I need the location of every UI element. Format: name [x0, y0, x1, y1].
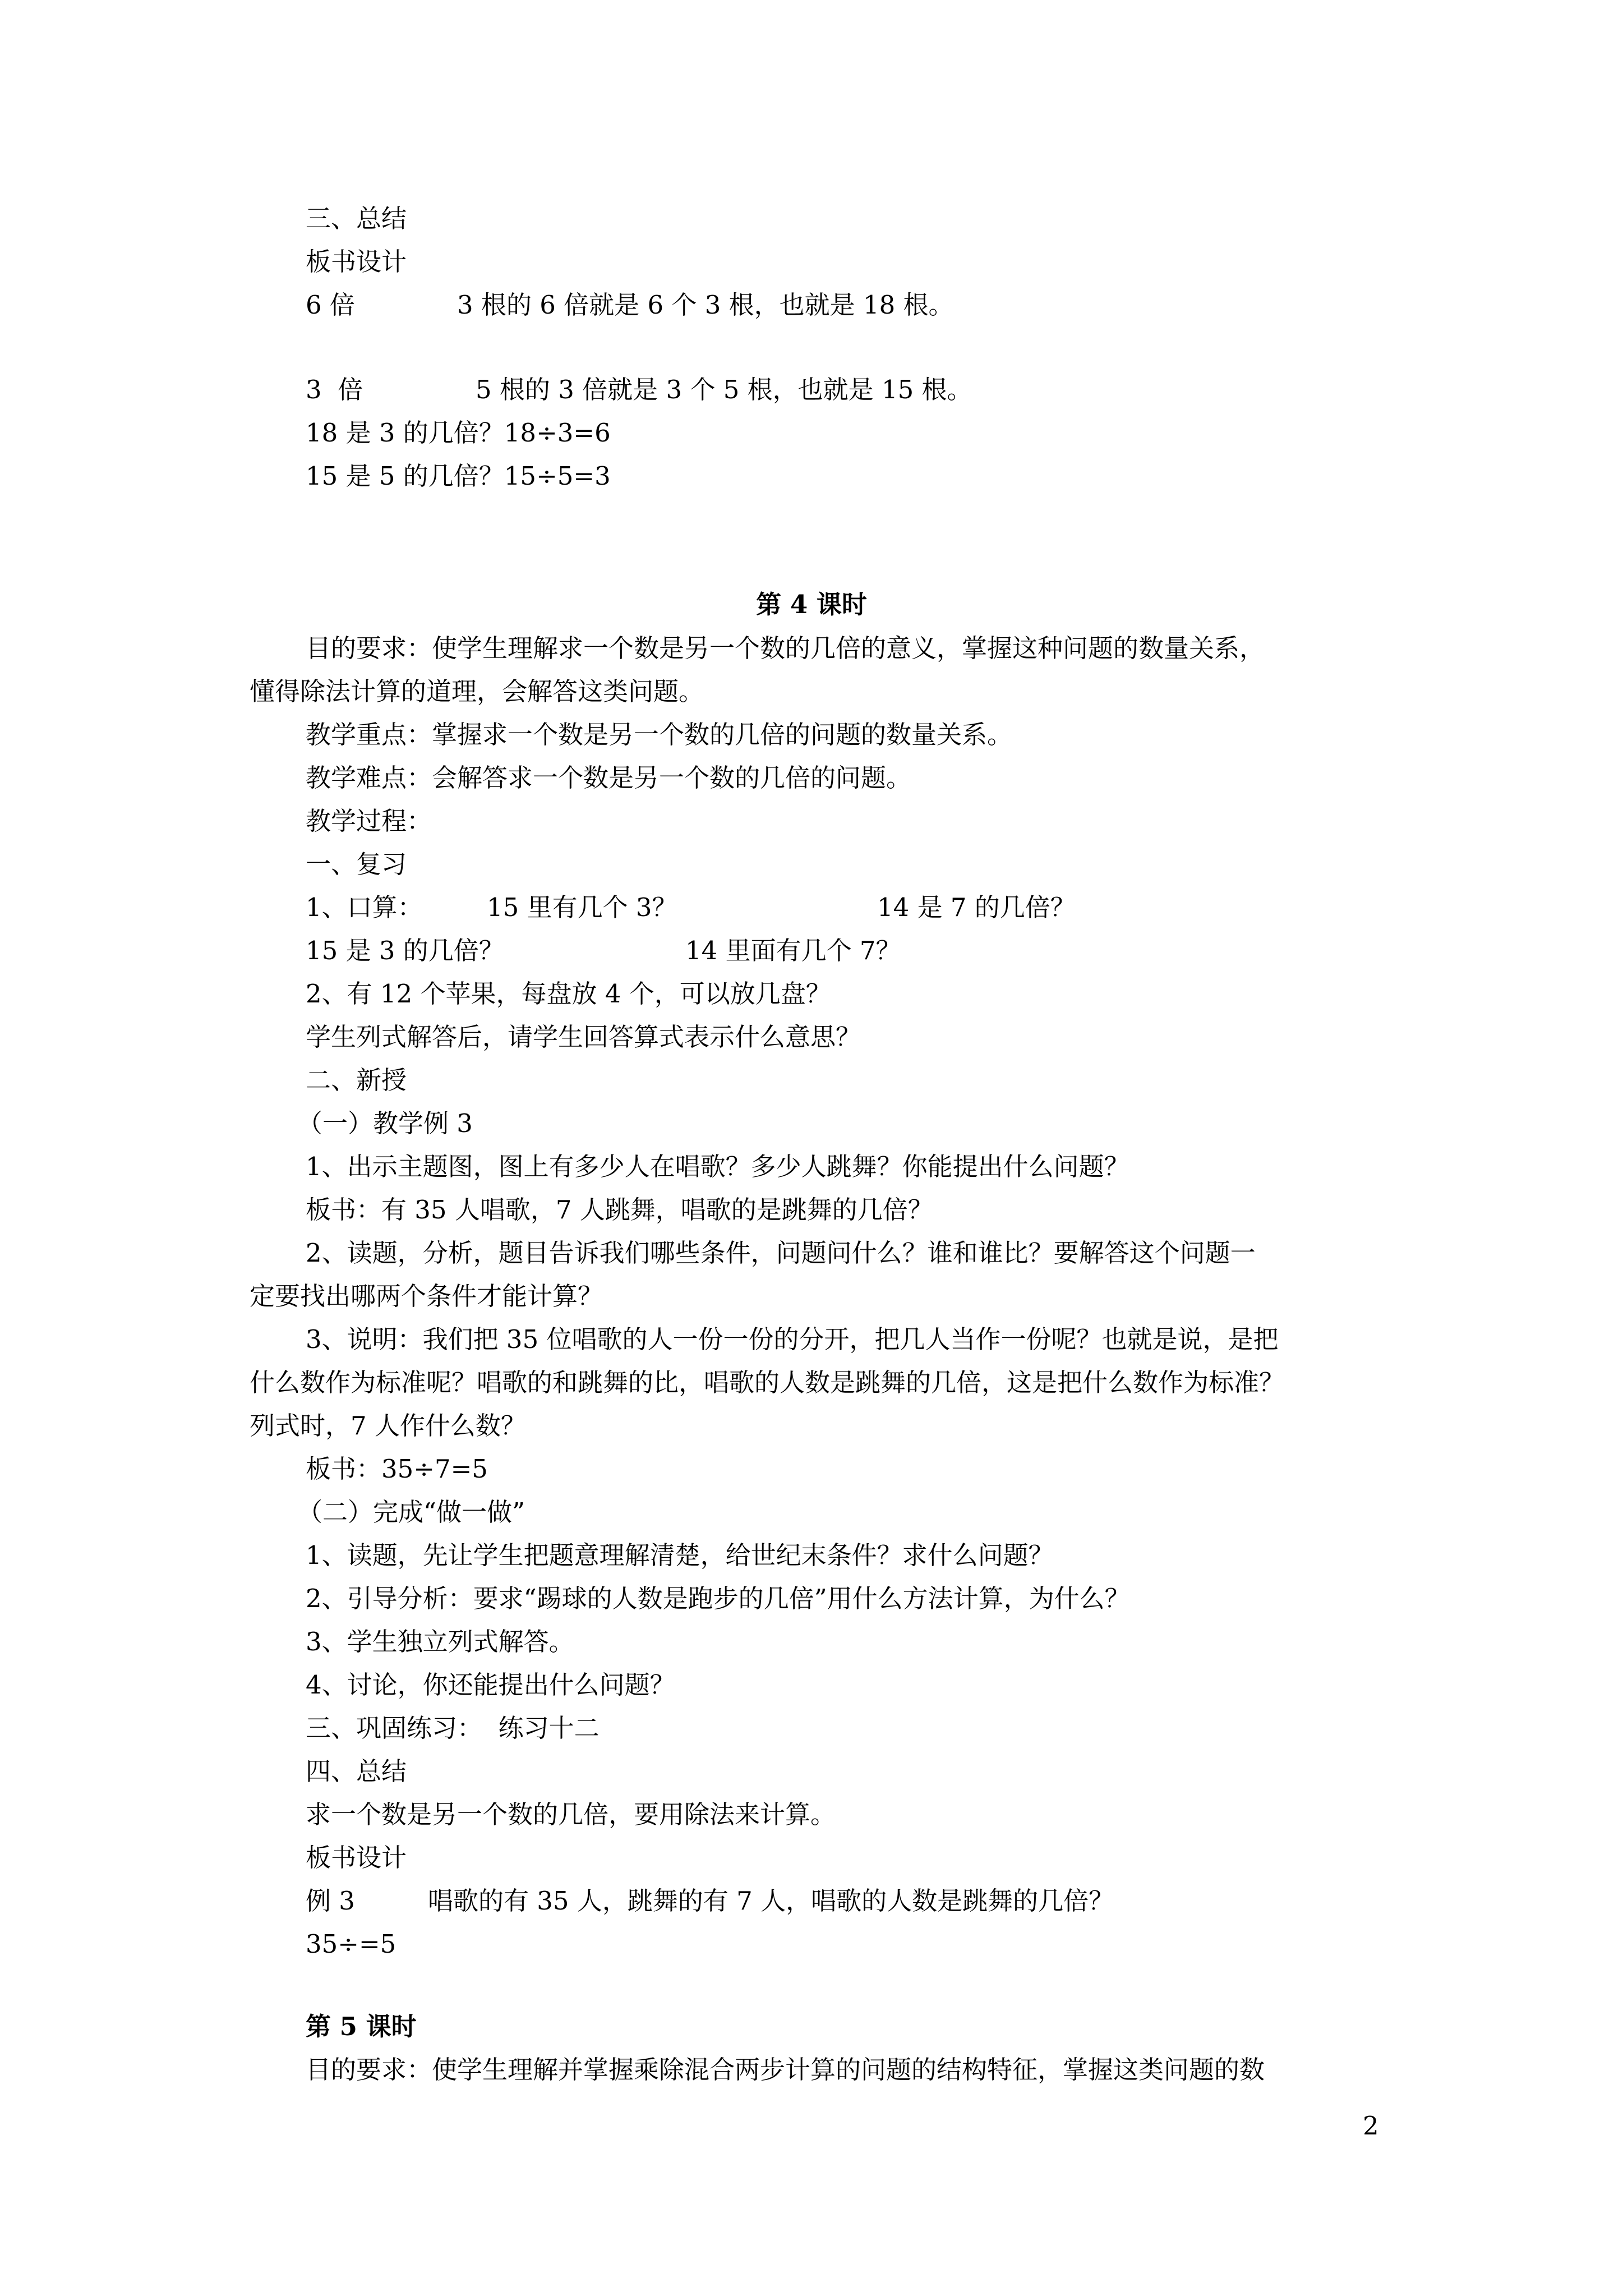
apples-problem: 2、有 12 个苹果，每盘放 4 个，可以放几盘？ — [306, 979, 831, 1009]
do-it-step-2: 2、引导分析：要求“踢球的人数是跑步的几倍”用什么方法计算，为什么？ — [306, 1584, 1130, 1613]
board-line-3bei-text: 5 根的 3 倍就是 3 个 5 根，也就是 15 根。 — [476, 375, 972, 404]
read-analyze-line-2: 定要找出哪两个条件才能计算？ — [250, 1281, 603, 1311]
explain-line-3: 列式时，7 人作什么数？ — [250, 1411, 526, 1441]
lesson-4-difficulty: 教学难点：会解答求一个数是另一个数的几倍的问题。 — [306, 763, 912, 793]
lesson-4-title: 第 4 课时 — [756, 590, 867, 619]
lesson-4-process: 教学过程： — [306, 806, 432, 836]
board-line-3bei-label: 3 倍 — [306, 375, 363, 404]
do-it-heading: （二）完成“做一做” — [297, 1497, 525, 1527]
question-15: 15 是 5 的几倍？15÷5=3 — [306, 461, 611, 491]
example-3-label: 例 3 — [306, 1886, 355, 1916]
oral-calc-item-4: 14 里面有几个 7？ — [685, 936, 901, 965]
lesson-4-goal-line-1: 目的要求：使学生理解求一个数是另一个数的几倍的意义，掌握这种问题的数量关系， — [306, 633, 1265, 663]
lesson-4-key-point: 教学重点：掌握求一个数是另一个数的几倍的问题的数量关系。 — [306, 720, 1013, 749]
lesson-5-goal: 目的要求：使学生理解并掌握乘除混合两步计算的问题的结构特征，掌握这类问题的数 — [306, 2055, 1265, 2085]
oral-calc-label: 1、口算： — [306, 892, 423, 922]
review-heading: 一、复习 — [306, 849, 407, 879]
lesson-4-summary-text: 求一个数是另一个数的几倍，要用除法来计算。 — [306, 1800, 836, 1829]
practice-heading: 三、巩固练习： 练习十二 — [306, 1713, 600, 1743]
example-3-calc: 35÷=5 — [306, 1929, 396, 1959]
do-it-step-3: 3、学生独立列式解答。 — [306, 1627, 574, 1657]
lesson-4-goal-line-2: 懂得除法计算的道理，会解答这类问题。 — [250, 677, 704, 706]
page-number: 2 — [1363, 2111, 1379, 2141]
summary-heading: 三、总结 — [306, 204, 407, 233]
question-18: 18 是 3 的几倍？18÷3=6 — [306, 418, 611, 448]
board-writing-2: 板书：35÷7=5 — [306, 1454, 488, 1484]
oral-calc-item-1: 15 里有几个 3？ — [487, 892, 677, 922]
lesson-5-title: 第 5 课时 — [306, 2012, 417, 2041]
lesson-4-summary-heading: 四、总结 — [306, 1756, 407, 1786]
explain-line-2: 什么数作为标准呢？唱歌的和跳舞的比，唱歌的人数是跳舞的几倍，这是把什么数作为标准？ — [250, 1368, 1285, 1397]
board-line-6bei-label: 6 倍 — [306, 290, 355, 320]
show-image-step: 1、出示主题图，图上有多少人在唱歌？多少人跳舞？你能提出什么问题？ — [306, 1152, 1129, 1181]
board-writing-1: 板书：有 35 人唱歌，7 人跳舞，唱歌的是跳舞的几倍？ — [306, 1195, 933, 1225]
example-3-heading: （一）教学例 3 — [297, 1108, 473, 1138]
oral-calc-item-3: 15 是 3 的几倍？ — [306, 936, 504, 965]
read-analyze-line-1: 2、读题，分析，题目告诉我们哪些条件，问题问什么？谁和谁比？要解答这个问题一 — [306, 1238, 1256, 1268]
example-3-problem: 唱歌的有 35 人，跳舞的有 7 人，唱歌的人数是跳舞的几倍？ — [428, 1886, 1114, 1916]
lesson-4-board-design: 板书设计 — [306, 1843, 407, 1872]
do-it-step-1: 1、读题，先让学生把题意理解清楚，给世纪末条件？求什么问题？ — [306, 1540, 1054, 1570]
board-design-label: 板书设计 — [306, 247, 407, 277]
oral-calc-item-2: 14 是 7 的几倍？ — [877, 892, 1076, 922]
board-line-6bei-text: 3 根的 6 倍就是 6 个 3 根，也就是 18 根。 — [457, 290, 954, 320]
new-teaching-heading: 二、新授 — [306, 1065, 407, 1095]
do-it-step-4: 4、讨论，你还能提出什么问题？ — [306, 1670, 675, 1700]
students-answer: 学生列式解答后，请学生回答算式表示什么意思？ — [306, 1022, 861, 1052]
explain-line-1: 3、说明：我们把 35 位唱歌的人一份一份的分开，把几人当作一份呢？也就是说，是把 — [306, 1324, 1279, 1354]
